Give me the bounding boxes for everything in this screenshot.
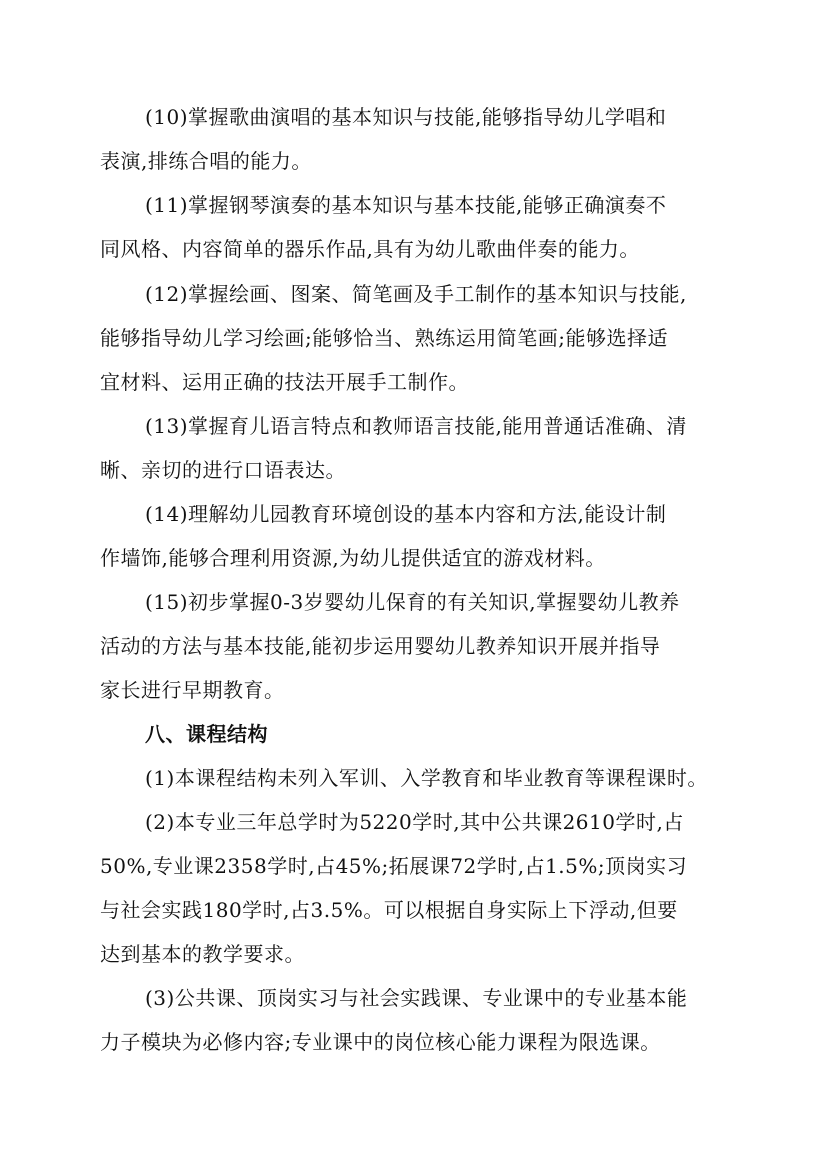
text-line: 宜材料、运用正确的技法开展手工制作。 [100, 370, 469, 394]
text-line: 作墙饰,能够合理利用资源,为幼儿提供适宜的游戏材料。 [100, 546, 606, 570]
text-line: 能够指导幼儿学习绘画;能够恰当、熟练运用简笔画;能够选择适 [100, 326, 668, 350]
text-line: (3)公共课、顶岗实习与社会实践课、专业课中的专业基本能 [145, 986, 688, 1010]
text-line: 家长进行早期教育。 [100, 678, 285, 702]
text-line: 同风格、内容简单的器乐作品,具有为幼儿歌曲伴奏的能力。 [100, 237, 640, 261]
text-line: (2)本专业三年总学时为5220学时,其中公共课2610学时,占 [145, 810, 684, 834]
text-line: 晰、亲切的进行口语表达。 [100, 458, 346, 482]
text-line: (14)理解幼儿园教育环境创设的基本内容和方法,能设计制 [145, 502, 667, 526]
text-line: (10)掌握歌曲演唱的基本知识与技能,能够指导幼儿学唱和 [145, 105, 667, 129]
text-line: (1)本课程结构未列入军训、入学教育和毕业教育等课程课时。 [145, 766, 708, 790]
text-line: 与社会实践180学时,占3.5%。可以根据自身实际上下浮动,但要 [100, 898, 678, 922]
text-line: (12)掌握绘画、图案、简笔画及手工制作的基本知识与技能, [145, 282, 687, 306]
text-line: (11)掌握钢琴演奏的基本知识与基本技能,能够正确演奏不 [145, 193, 667, 217]
text-line: 活动的方法与基本技能,能初步运用婴幼儿教养知识开展并指导 [100, 634, 661, 658]
text-line: 达到基本的教学要求。 [100, 942, 305, 966]
text-line: 表演,排练合唱的能力。 [100, 149, 312, 173]
text-line: (15)初步掌握0-3岁婴幼儿保育的有关知识,掌握婴幼儿教养 [145, 590, 680, 614]
text-line: 50%,专业课2358学时,占45%;拓展课72学时,占1.5%;顶岗实习 [100, 854, 688, 878]
section-heading: 八、课程结构 [145, 722, 268, 746]
text-line: 力子模块为必修内容;专业课中的岗位核心能力课程为限选课。 [100, 1030, 661, 1054]
text-line: (13)掌握育儿语言特点和教师语言技能,能用普通话准确、清 [145, 414, 687, 438]
